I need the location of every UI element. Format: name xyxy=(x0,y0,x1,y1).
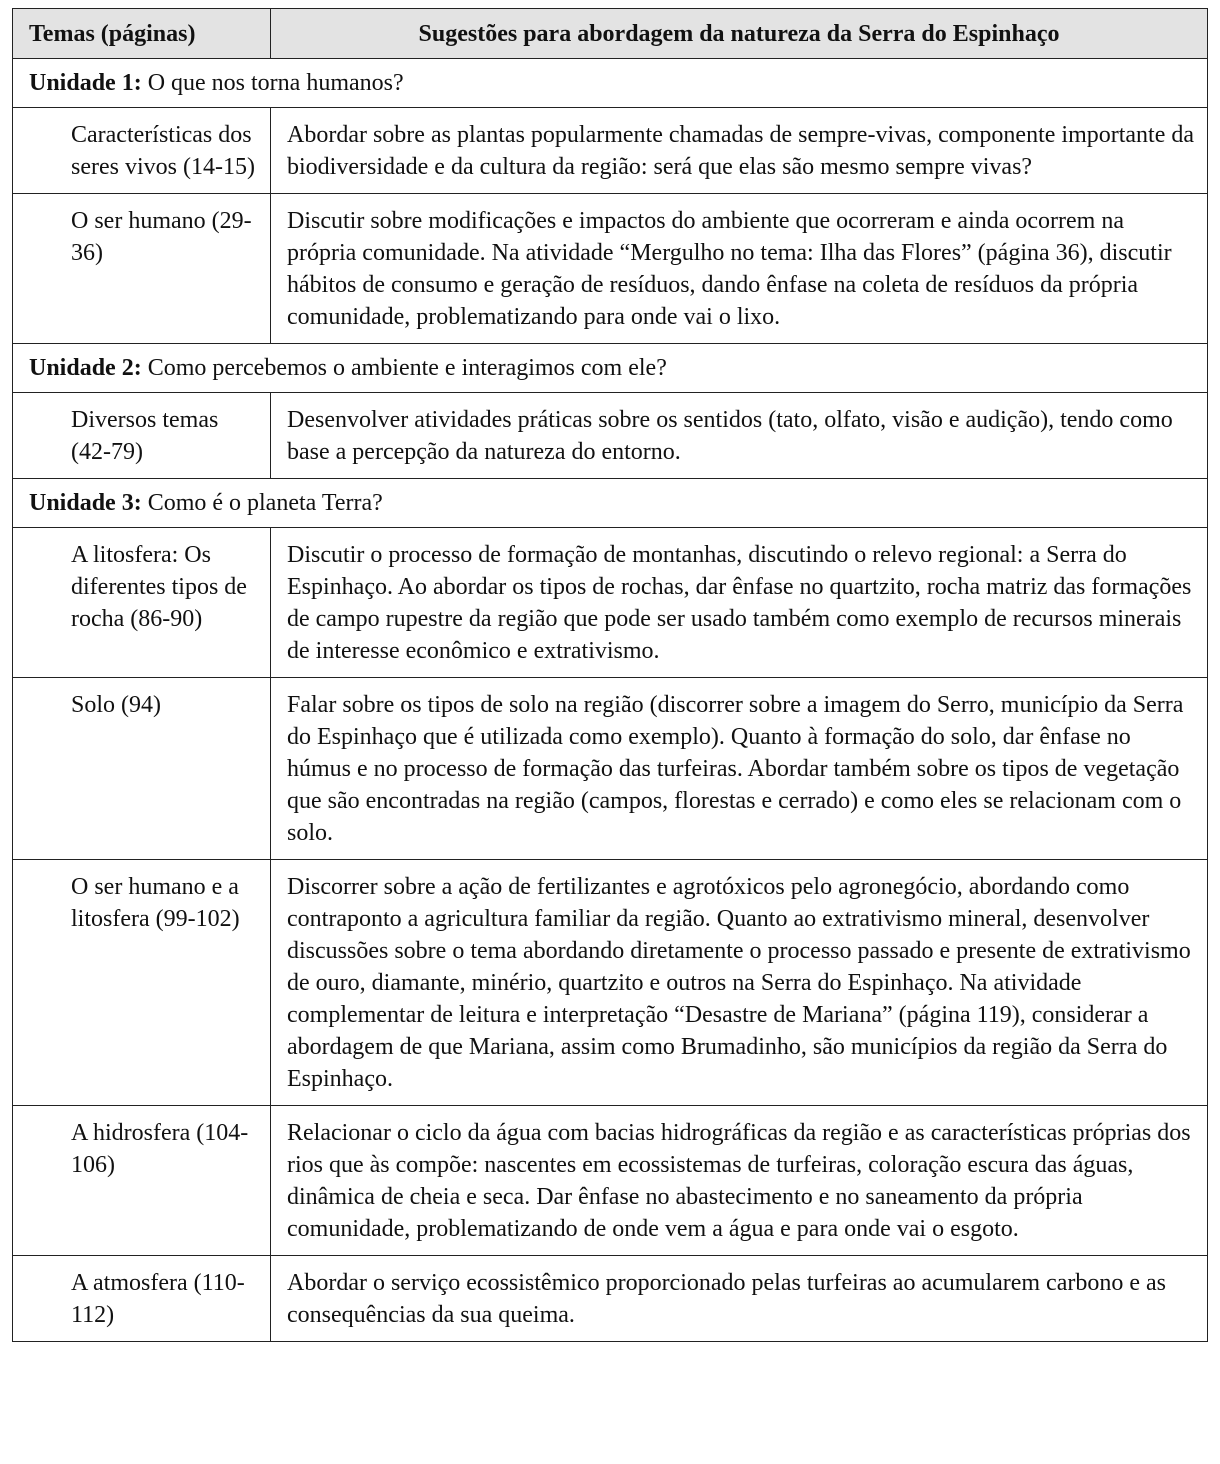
table-row xyxy=(13,393,1208,479)
unit-row-3 xyxy=(13,479,1208,528)
topic-cell: O ser humano e a litosfera (99-102) xyxy=(13,860,271,1106)
unit-label: Unidade 1: xyxy=(29,70,142,96)
unit-cell xyxy=(13,344,1208,393)
unit-cell xyxy=(13,479,1208,528)
suggestion-cell: Relacionar o ciclo da água com bacias hidrográficas da região e as características próprias dos rios que às compõe: nascentes em ecossistemas de turfeiras, coloração escura das águas, dinâmica de cheia e seca. Dar ênfase no abastecimento e no saneamento da própria comunidade, problematizando de onde vem a água e para onde vai o esgoto. xyxy=(271,1106,1208,1256)
suggestion-cell: Discutir sobre modificações e impactos do ambiente que ocorreram e ainda ocorrem na própria comunidade. Na atividade “Mergulho no tema: Ilha das Flores” (página 36), discutir hábitos de consumo e geração de resíduos, dando ênfase na coleta de resíduos da própria comunidade, problematizando para onde vai o lixo. xyxy=(271,194,1208,344)
unit-title: Como é o planeta Terra? xyxy=(147,490,383,516)
suggestion-cell: Falar sobre os tipos de solo na região (discorrer sobre a imagem do Serro, município da Serra do Espinhaço que é utilizada como exemplo). Quanto à formação do solo, dar ênfase no húmus e no processo de formação das turfeiras. Abordar também sobre os tipos de vegetação que são encontradas na região (campos, florestas e cerrado) e como eles se relacionam com o solo. xyxy=(271,678,1208,860)
topic-cell: Diversos temas (42-79) xyxy=(13,393,271,479)
themes-table xyxy=(12,8,1208,1342)
unit-label: Unidade 2: xyxy=(29,355,142,381)
suggestion-cell: Desenvolver atividades práticas sobre os sentidos (tato, olfato, visão e audição), tendo como base a percepção da natureza do entorno. xyxy=(271,393,1208,479)
table-row xyxy=(13,108,1208,194)
topic-cell: Solo (94) xyxy=(13,678,271,860)
unit-row-2 xyxy=(13,344,1208,393)
table-row xyxy=(13,1256,1208,1342)
table-row xyxy=(13,194,1208,344)
topic-cell: Características dos seres vivos (14-15) xyxy=(13,108,271,194)
topic-cell: O ser humano (29-36) xyxy=(13,194,271,344)
suggestion-cell: Discutir o processo de formação de montanhas, discutindo o relevo regional: a Serra do Espinhaço. Ao abordar os tipos de rochas, dar ênfase no quartzito, rocha matriz das formações de campo rupestre da região que pode ser usado também como exemplo de recursos minerais de interesse econômico e extrativismo. xyxy=(271,528,1208,678)
header-themes: Temas (páginas) xyxy=(13,9,271,59)
table-row xyxy=(13,860,1208,1106)
unit-title: Como percebemos o ambiente e interagimos com ele? xyxy=(147,355,667,381)
header-suggestions: Sugestões para abordagem da natureza da Serra do Espinhaço xyxy=(271,9,1208,59)
table-row xyxy=(13,678,1208,860)
unit-label: Unidade 3: xyxy=(29,490,142,516)
table-row xyxy=(13,528,1208,678)
unit-row-1 xyxy=(13,59,1208,108)
suggestion-cell: Discorrer sobre a ação de fertilizantes e agrotóxicos pelo agronegócio, abordando como contraponto a agricultura familiar da região. Quanto ao extrativismo mineral, desenvolver discussões sobre o tema abordando diretamente o processo passado e presente de extrativismo de ouro, diamante, minério, quartzito e outros na Serra do Espinhaço. Na atividade complementar de leitura e interpretação “Desastre de Mariana” (página 119), considerar a abordagem de que Mariana, assim como Brumadinho, são municípios da região da Serra do Espinhaço. xyxy=(271,860,1208,1106)
unit-cell xyxy=(13,59,1208,108)
table-header-row xyxy=(13,9,1208,59)
unit-title: O que nos torna humanos? xyxy=(147,70,404,96)
topic-cell: A litosfera: Os diferentes tipos de rocha (86-90) xyxy=(13,528,271,678)
table-row xyxy=(13,1106,1208,1256)
suggestion-cell: Abordar sobre as plantas popularmente chamadas de sempre-vivas, componente importante da biodiversidade e da cultura da região: será que elas são mesmo sempre vivas? xyxy=(271,108,1208,194)
suggestion-cell: Abordar o serviço ecossistêmico proporcionado pelas turfeiras ao acumularem carbono e as consequências da sua queima. xyxy=(271,1256,1208,1342)
topic-cell: A hidrosfera (104-106) xyxy=(13,1106,271,1256)
topic-cell: A atmosfera (110-112) xyxy=(13,1256,271,1342)
